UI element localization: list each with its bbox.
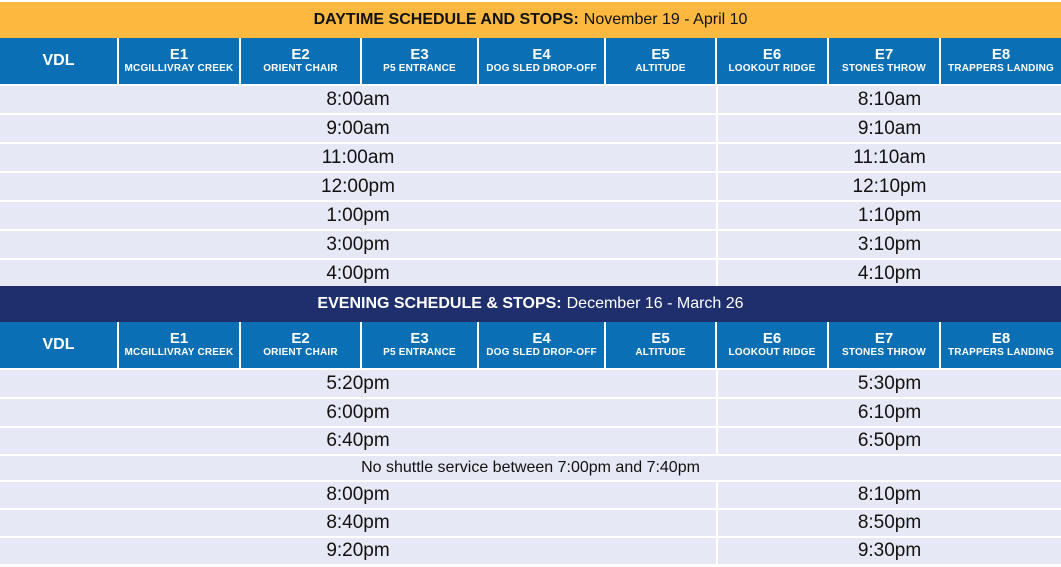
departure-time: 11:00am: [0, 144, 718, 171]
stop-code: E4: [532, 330, 551, 347]
arrival-time: 5:30pm: [857, 372, 922, 394]
departure-time: 9:20pm: [0, 538, 718, 564]
daytime-col-e4: [479, 38, 606, 84]
table-row: [0, 171, 1061, 200]
daytime-col-vdl: [0, 38, 119, 84]
daytime-col-e3: [362, 38, 479, 84]
stop-code: E5: [651, 46, 670, 63]
table-row: [0, 229, 1061, 258]
departure-time: 4:00pm: [0, 260, 718, 287]
arrival-time: 3:10pm: [857, 233, 922, 255]
daytime-col-e6: [717, 38, 829, 84]
evening-col-e3: [362, 322, 479, 368]
arrival-time: 6:10pm: [857, 401, 922, 423]
departure-time: 8:00am: [0, 86, 718, 113]
evening-stops-header: [0, 322, 1061, 368]
stop-name: MCGILLIVRAY CREEK: [124, 347, 234, 358]
evening-col-e1: [119, 322, 241, 368]
departure-time: 6:40pm: [0, 428, 718, 454]
departure-time: 8:40pm: [0, 510, 718, 536]
stop-code: E7: [874, 46, 894, 63]
stop-name: DOG SLED DROP-OFF: [486, 347, 597, 358]
stop-name: LOOKOUT RIDGE: [728, 347, 816, 358]
stop-code: E1: [169, 330, 189, 347]
stop-code: E8: [991, 46, 1011, 63]
arrival-time: 8:10am: [857, 88, 922, 110]
stop-code: E8: [991, 330, 1011, 347]
stop-code: E5: [651, 330, 670, 347]
stop-name: P5 ENTRANCE: [383, 63, 456, 74]
arrival-time: 9:10am: [857, 117, 922, 139]
departure-time: 5:20pm: [0, 370, 718, 397]
stop-code: E2: [291, 46, 310, 63]
arrival-time: 11:10am: [853, 146, 926, 168]
evening-col-e8: [941, 322, 1061, 368]
evening-col-e5: [606, 322, 717, 368]
arrival-time: 8:10pm: [857, 484, 922, 505]
stop-name: TRAPPERS LANDING: [948, 63, 1054, 74]
stop-name: DOG SLED DROP-OFF: [486, 63, 597, 74]
evening-title: EVENING SCHEDULE & STOPS:: [317, 295, 562, 312]
stop-code: E6: [762, 330, 782, 347]
table-row: [0, 536, 1061, 564]
stop-code: VDL: [42, 52, 75, 69]
stop-code: E4: [532, 46, 551, 63]
stop-name: ORIENT CHAIR: [263, 347, 338, 358]
arrival-time: 8:50pm: [857, 512, 922, 533]
departure-time: 12:00pm: [0, 173, 718, 200]
stop-code: VDL: [42, 336, 75, 353]
table-row: [0, 454, 1061, 480]
table-row: [0, 84, 1061, 113]
evening-dates: December 16 - March 26: [566, 295, 744, 312]
daytime-dates: November 19 - April 10: [583, 11, 748, 28]
daytime-stops-header: [0, 38, 1061, 84]
stop-code: E7: [874, 330, 894, 347]
table-row: [0, 258, 1061, 287]
stop-code: E3: [410, 46, 429, 63]
table-row: [0, 508, 1061, 536]
departure-time: 3:00pm: [0, 231, 718, 258]
stop-name: ALTITUDE: [635, 63, 686, 74]
arrival-time: 4:10pm: [857, 262, 922, 284]
evening-col-e7: [829, 322, 941, 368]
arrival-time: 12:10pm: [852, 175, 927, 197]
evening-col-vdl: [0, 322, 119, 368]
daytime-col-e5: [606, 38, 717, 84]
evening-banner: [0, 286, 1061, 322]
arrival-time: 9:30pm: [857, 540, 922, 561]
evening-col-e2: [241, 322, 362, 368]
service-note: No shuttle service between 7:00pm and 7:40pm: [361, 459, 700, 476]
stop-name: STONES THROW: [842, 347, 926, 358]
stop-code: E2: [291, 330, 310, 347]
departure-time: 6:00pm: [0, 399, 718, 426]
departure-time: 9:00am: [0, 115, 718, 142]
arrival-time: 1:10pm: [857, 204, 922, 226]
stop-code: E1: [169, 46, 189, 63]
stop-name: MCGILLIVRAY CREEK: [124, 63, 234, 74]
table-row: [0, 397, 1061, 426]
table-row: [0, 142, 1061, 171]
arrival-time: 6:50pm: [857, 430, 922, 451]
table-row: [0, 368, 1061, 397]
stop-name: ORIENT CHAIR: [263, 63, 338, 74]
stop-name: ALTITUDE: [635, 347, 686, 358]
table-row: [0, 480, 1061, 508]
stop-code: E3: [410, 330, 429, 347]
daytime-banner: [0, 2, 1061, 38]
stop-name: LOOKOUT RIDGE: [728, 63, 816, 74]
departure-time: 8:00pm: [0, 482, 718, 508]
table-row: [0, 113, 1061, 142]
evening-col-e6: [717, 322, 829, 368]
departure-time: 1:00pm: [0, 202, 718, 229]
stop-name: P5 ENTRANCE: [383, 347, 456, 358]
stop-name: TRAPPERS LANDING: [948, 347, 1054, 358]
daytime-col-e2: [241, 38, 362, 84]
table-row: [0, 426, 1061, 454]
evening-col-e4: [479, 322, 606, 368]
daytime-col-e7: [829, 38, 941, 84]
table-row: [0, 200, 1061, 229]
stop-name: STONES THROW: [842, 63, 926, 74]
daytime-col-e1: [119, 38, 241, 84]
stop-code: E6: [762, 46, 782, 63]
daytime-col-e8: [941, 38, 1061, 84]
daytime-title: DAYTIME SCHEDULE AND STOPS:: [313, 11, 579, 28]
